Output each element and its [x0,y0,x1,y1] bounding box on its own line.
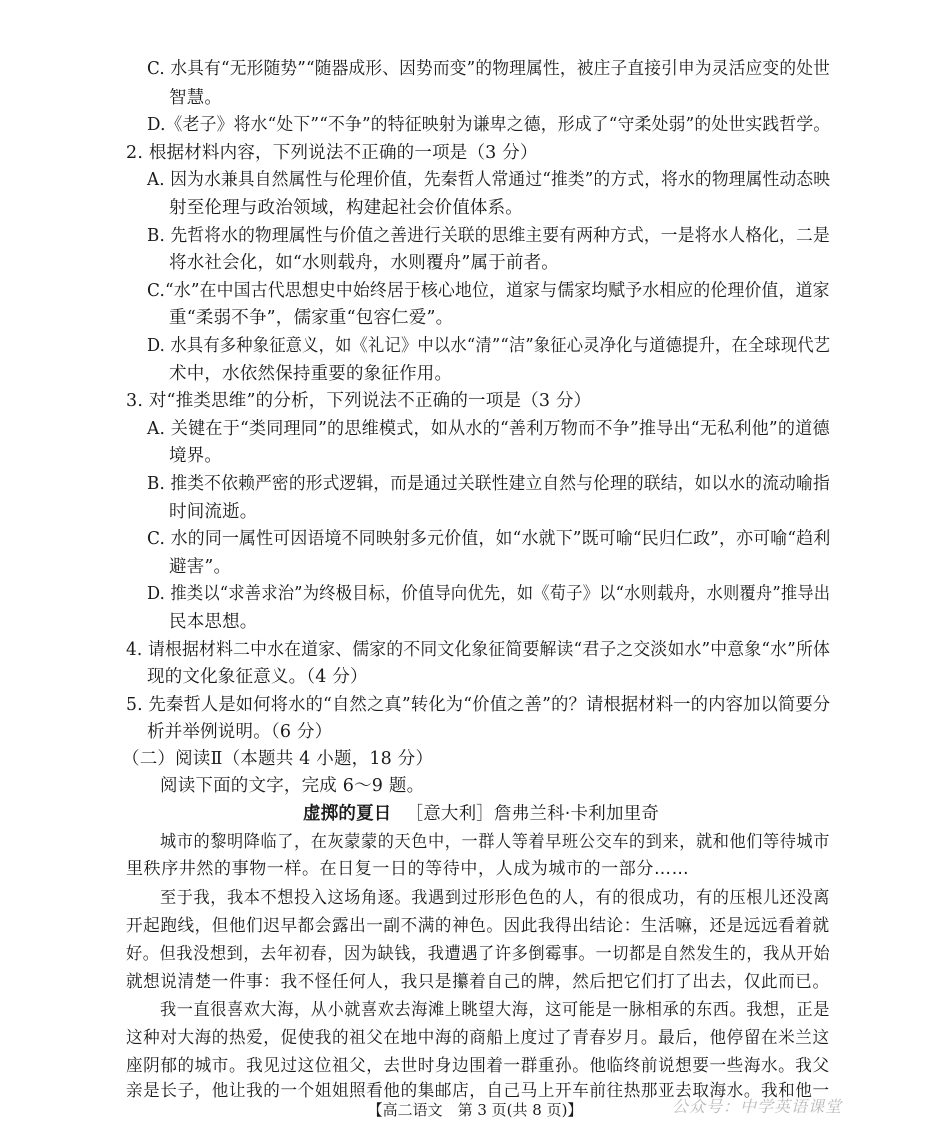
option-d-q2-line1: D. 水具有多种象征意义，如《礼记》中以水“清”“洁”象征心灵净化与道德提升，在全球现代艺 [147,336,831,356]
story-p3-line2: 这种对大海的热爱，促使我的祖父在地中海的商船上度过了青春岁月。最后，他停留在米兰这 [126,1028,830,1048]
section-heading: （二）阅读Ⅱ（本题共 4 小题，18 分） [122,749,434,769]
question-2: 2. 根据材料内容，下列说法不正确的一项是（3 分） [126,143,538,163]
option-d-q1-line1: D.《老子》将水“处下”“不争”的特征映射为谦卑之德，形成了“守柔处弱”的处世实践哲学。 [147,115,831,135]
option-b-q3-line1: B. 推类不依赖严密的形式逻辑，而是通过关联性建立自然与伦理的联结，如以水的流动喻指 [147,474,830,494]
option-c-q3-line1: C. 水的同一属性可因语境不同映射多元价值，如“水就下”既可喻“民归仁政”，亦可喻“趋利 [147,529,831,549]
option-a-q2-line2: 射至伦理与政治领域，构建起社会价值体系。 [169,198,523,218]
story-p3-line4: 亲是长子，他让我的一个姐姐照看他的集邮店，自己马上开车前往热那亚去取海水。我和他一 [126,1081,830,1101]
story-p3-line3: 座阴郁的城市。我见过这位祖父，去世时身边围着一群重孙。他临终前说想要一些海水。我父 [126,1056,830,1076]
option-d-q3-line1: D. 推类以“求善求治”为终极目标，价值导向优先，如《荀子》以“水则载舟，水则覆舟”推导出 [147,584,831,604]
story-p2-line1: 至于我，我本不想投入这场角逐。我遇到过形形色色的人，有的很成功，有的压根儿还没离 [160,888,830,908]
story-title-line [303,802,659,826]
option-a-q2-line1: A. 因为水兼具自然属性与伦理价值，先秦哲人常通过“推类”的方式，将水的物理属性动态映 [147,170,831,190]
question-5-line1: 5. 先秦哲人是如何将水的“自然之真”转化为“价值之善”的？请根据材料一的内容加以简要分 [126,695,831,715]
option-d-q3-line2: 民本思想。 [169,612,258,632]
section-instruction: 阅读下面的文字，完成 6～9 题。 [160,776,425,796]
option-c-q1-line1: C. 水具有“无形随势”“随器成形、因势而变”的物理属性，被庄子直接引申为灵活应变的处世 [147,59,830,79]
option-d-q2-line2: 术中，水依然保持重要的象征作用。 [169,364,453,384]
question-4-line1: 4. 请根据材料二中水在道家、儒家的不同文化象征简要解读“君子之交淡如水”中意象“水”所体 [126,640,831,660]
option-c-q2-line1: C.“水”在中国古代思想史中始终居于核心地位，道家与儒家均赋予水相应的伦理价值，道家 [147,281,830,301]
option-c-q1-line2: 智慧。 [169,88,223,108]
watermark-text: 公众号：中学英语课堂 [672,1097,843,1116]
story-p1-line1: 城市的黎明降临了，在灰蒙蒙的天色中，一群人等着早班公交车的到来，就和他们等待城市 [160,832,830,852]
story-p2-line3: 好。但我没想到，去年初春，因为缺钱，我遭遇了许多倒霉事。一切都是自然发生的，我从开始 [126,944,831,964]
option-a-q3-line2: 境界。 [169,446,223,466]
story-p1-line2: 里秩序井然的事物一样。在日复一日的等待中，人成为城市的一部分…… [126,859,690,879]
page-footer: 【高二语文 第 3 页(共 8 页)】 [367,1101,583,1119]
story-p2-line2: 开起跑线，但他们迟早都会露出一副不满的神色。因此我得出结论：生活嘛，还是远远看着就 [126,916,830,936]
question-5-line2: 析并举例说明。（6 分） [147,722,333,742]
question-4-line2: 现的文化象征意义。（4 分） [147,667,368,687]
option-c-q2-line2: 重“柔弱不争”，儒家重“包容仁爱”。 [169,308,454,328]
story-author: ［意大利］詹弗兰科·卡利加里奇 [405,804,660,824]
option-a-q3-line1: A. 关键在于“类同理同”的思维模式，如从水的“善利万物而不争”推导出“无私利他”的道德 [147,419,830,439]
option-b-q2-line2: 将水社会化，如“水则载舟，水则覆舟”属于前者。 [169,253,559,273]
option-c-q3-line2: 避害”。 [169,557,232,577]
option-b-q2-line1: B. 先哲将水的物理属性与价值之善进行关联的思维主要有两种方式，一是将水人格化，二是 [147,226,830,246]
option-b-q3-line2: 时间流逝。 [169,502,258,522]
question-3: 3. 对“推类思维”的分析，下列说法不正确的一项是（3 分） [126,391,592,411]
story-title: 虚掷的夏日 [303,804,392,824]
story-p3-line1: 我一直很喜欢大海，从小就喜欢去海滩上眺望大海，这可能是一脉相承的东西。我想，正是 [160,1000,830,1020]
story-p2-line4: 就想说清楚一件事：我不怪任何人，我只是攥着自己的牌，然后把它们打了出去，仅此而已。 [126,972,830,992]
